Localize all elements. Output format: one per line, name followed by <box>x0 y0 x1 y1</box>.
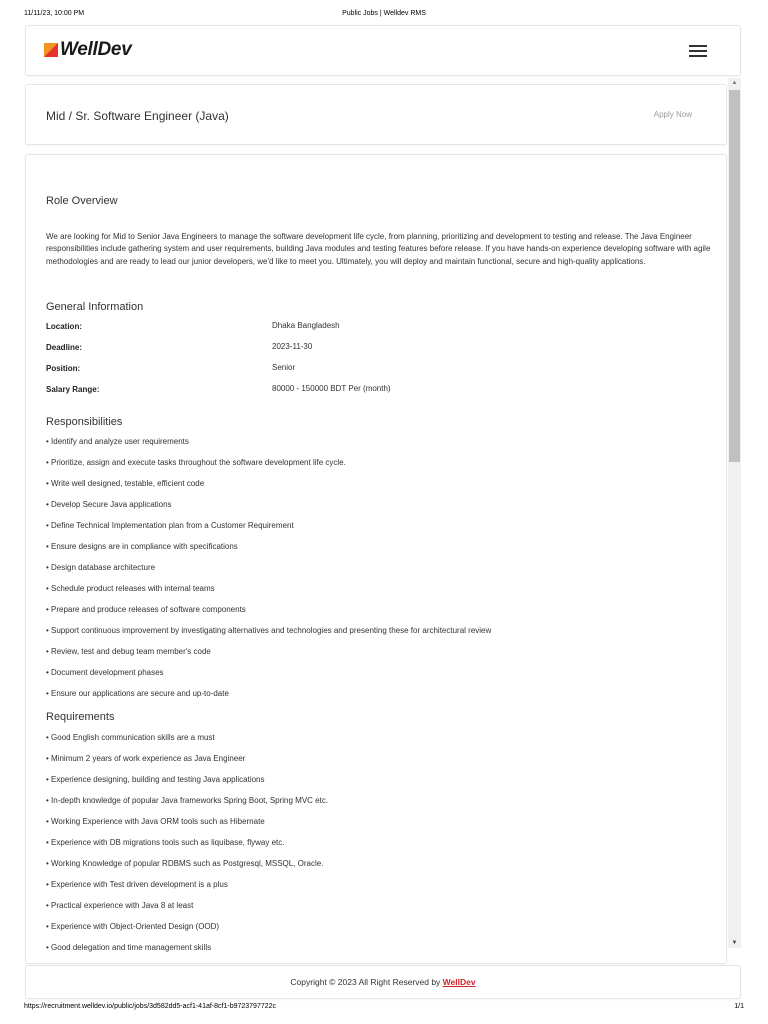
copyright-prefix: Copyright © 2023 All Right Reserved by <box>290 977 443 987</box>
responsibility-item: • Ensure our applications are secure and up-to-date <box>46 689 229 698</box>
requirement-item: • Experience with DB migrations tools such as liquibase, flyway etc. <box>46 838 285 847</box>
responsibility-item: • Document development phases <box>46 668 164 677</box>
print-page-number: 1/1 <box>734 1003 744 1010</box>
info-value: Senior <box>272 363 296 372</box>
general-information-heading: General Information <box>46 301 144 313</box>
requirement-item: • Experience designing, building and testing Java applications <box>46 775 265 784</box>
info-label: Deadline: <box>46 343 83 352</box>
copyright-text <box>26 977 740 987</box>
print-header <box>24 10 744 22</box>
info-label: Position: <box>46 364 81 373</box>
print-datetime: 11/11/23, 10:00 PM <box>24 10 85 17</box>
responsibility-item: • Prioritize, assign and execute tasks throughout the software development life cycle. <box>46 458 346 467</box>
print-footer <box>24 1003 744 1015</box>
info-value: Dhaka Bangladesh <box>272 321 340 330</box>
logo-text: WellDev <box>60 39 132 60</box>
responsibility-item: • Identify and analyze user requirements <box>46 437 189 446</box>
print-url: https://recruitment.welldev.io/public/jobs/3d582dd5-acf1-41af-8cf1-b9723797722c <box>24 1003 277 1010</box>
hamburger-menu-icon[interactable] <box>689 45 707 58</box>
info-row <box>46 364 711 376</box>
responsibility-item: • Define Technical Implementation plan from a Customer Requirement <box>46 521 294 530</box>
responsibility-item: • Schedule product releases with internal teams <box>46 584 215 593</box>
requirement-item: • Experience with Object-Oriented Design (OOD) <box>46 922 220 931</box>
requirement-item: • Minimum 2 years of work experience as Java Engineer <box>46 754 246 763</box>
job-title: Mid / Sr. Software Engineer (Java) <box>46 109 229 123</box>
requirement-item: • Good delegation and time management skills <box>46 943 212 952</box>
job-details-card <box>25 154 727 964</box>
requirement-item: • Good English communication skills are a must <box>46 733 215 742</box>
requirement-item: • Experience with Test driven development is a plus <box>46 880 228 889</box>
scrollbar-thumb[interactable] <box>729 90 740 462</box>
scroll-down-arrow-icon[interactable]: ▼ <box>731 940 738 946</box>
scrollbar[interactable] <box>728 78 741 948</box>
responsibility-item: • Design database architecture <box>46 563 156 572</box>
requirement-item: • Working Knowledge of popular RDBMS such as Postgresql, MSSQL, Oracle. <box>46 859 324 868</box>
role-overview-text: We are looking for Mid to Senior Java Engineers to manage the software development life cycle, from planning, prioritizing and development to testing and release. The Java Engineer responsibilities include gathering system and user requirements, building Java modules and testing features before release. If you have hands-on experience developing software with agile methodologies and are ready to lead our junior developers, we'd like to meet you. Ultimately, you will deploy and maintain functional, secure and high-quality applications. <box>46 232 711 266</box>
info-row <box>46 322 711 334</box>
requirement-item: • Working Experience with Java ORM tools such as Hibernate <box>46 817 265 826</box>
responsibility-item: • Write well designed, testable, efficient code <box>46 479 205 488</box>
requirement-item: • Practical experience with Java 8 at least <box>46 901 194 910</box>
info-row <box>46 385 711 397</box>
footer <box>25 965 741 999</box>
welldev-logo[interactable] <box>44 41 131 59</box>
responsibility-item: • Review, test and debug team member's code <box>46 647 211 656</box>
top-navbar <box>25 25 741 76</box>
apply-now-button[interactable]: Apply Now <box>653 110 692 119</box>
welldev-logo-icon <box>44 43 58 57</box>
responsibility-item: • Develop Secure Java applications <box>46 500 172 509</box>
job-title-card <box>25 84 727 145</box>
responsibility-item: • Support continuous improvement by investigating alternatives and technologies and presenting these for architectural review <box>46 626 492 635</box>
requirements-heading: Requirements <box>46 711 115 723</box>
responsibilities-heading: Responsibilities <box>46 416 123 428</box>
info-value: 2023-11-30 <box>272 342 313 351</box>
scroll-up-arrow-icon[interactable]: ▲ <box>731 80 738 86</box>
info-label: Salary Range: <box>46 385 100 394</box>
info-label: Location: <box>46 322 82 331</box>
info-value: 80000 - 150000 BDT Per (month) <box>272 384 391 393</box>
print-page-title: Public Jobs | Welldev RMS <box>342 10 426 17</box>
responsibility-item: • Prepare and produce releases of software components <box>46 605 246 614</box>
welldev-link[interactable]: WellDev <box>442 977 476 987</box>
responsibility-item: • Ensure designs are in compliance with specifications <box>46 542 238 551</box>
info-row <box>46 343 711 355</box>
requirement-item: • In-depth knowledge of popular Java frameworks Spring Boot, Spring MVC etc. <box>46 796 329 805</box>
role-overview-heading: Role Overview <box>46 195 118 207</box>
